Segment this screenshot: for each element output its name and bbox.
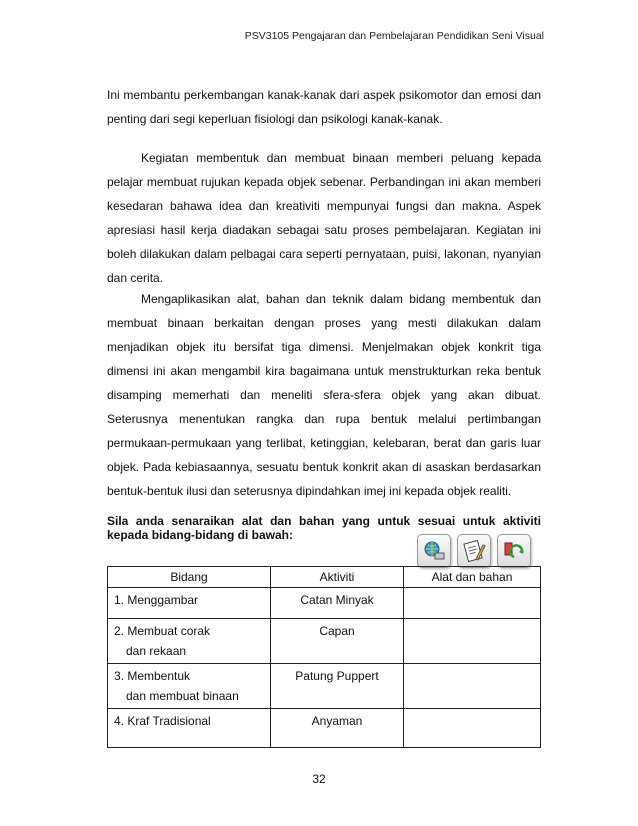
cell-alat-bahan[interactable] — [404, 664, 541, 709]
table-row — [108, 619, 541, 664]
header-aktiviti: Aktiviti — [271, 567, 404, 588]
activity-table — [107, 566, 541, 748]
paragraph-1-text: Ini membantu perkembangan kanak-kanak dari aspek psikomotor dan emosi dan penting dari segi keperluan fisiologi dan psikologi kanak-kanak. — [107, 88, 541, 126]
exercise-instruction: Sila anda senaraikan alat dan bahan yang untuk sesuai untuk aktiviti kepada bidang-bidang di bawah: — [107, 514, 541, 542]
cell-bidang: 1. Menggambar — [108, 588, 271, 619]
cell-bidang: 2. Membuat corak dan rekaan — [108, 619, 271, 664]
recycle-tools-icon — [497, 534, 531, 568]
cell-alat-bahan[interactable] — [404, 619, 541, 664]
cell-aktiviti: Capan — [271, 619, 404, 664]
paragraph-3-text: Mengaplikasikan alat, bahan dan teknik dalam bidang membentuk dan membuat binaan berkaitan dengan proses yang mesti dilakukan dalam menjadikan objek itu bersifat tiga dimensi. Menjelmakan objek konkrit tiga dimensi ini akan mengambil kira bagaimana untuk menstrukturkan reka bentuk disamping memerhati dan meneliti sfera-sfera objek yang akan dibuat. Seterusnya menentukan rangka dan rupa bentuk melalui pertimbangan permukaan-permukaan yang terlibat, ketinggian, kelebaran, berat dan garis luar objek. Pada kebiasaannya, sesuatu bentuk konkrit akan di asaskan berdasarkan bentuk-bentuk ilusi dan seterusnya dipindahkan imej ini kepada objek realiti. — [107, 292, 541, 498]
cell-bidang: 3. Membentuk dan membuat binaan — [108, 664, 271, 709]
header-alat-bahan: Alat dan bahan — [404, 567, 541, 588]
page-header: PSV3105 Pengajaran dan Pembelajaran Pendidikan Seni Visual — [244, 30, 544, 42]
page-number: 32 — [312, 772, 326, 786]
table-header-row — [108, 567, 541, 588]
table-row — [108, 588, 541, 619]
notepad-pencil-icon — [457, 534, 491, 568]
cell-bidang: 4. Kraf Tradisional — [108, 709, 271, 748]
header-bidang: Bidang — [108, 567, 271, 588]
table-row — [108, 709, 541, 748]
table-row — [108, 664, 541, 709]
paragraph-2 — [107, 146, 541, 290]
paragraph-2-text: Kegiatan membentuk dan membuat binaan memberi peluang kepada pelajar membuat rujukan kepada objek sebenar. Perbandingan ini akan memberi kesedaran bahawa idea dan kreativiti mempunyai fungsi dan makna. Aspek apresiasi hasil kerja diadakan sebagai satu proses pembelajaran. Kegiatan ini boleh dilakukan dalam pelbagai cara seperti pernyataan, puisi, lakonan, nyanyian dan cerita. — [107, 151, 541, 285]
globe-computer-icon — [417, 534, 451, 568]
cell-aktiviti: Patung Puppert — [271, 664, 404, 709]
icon-strip — [417, 534, 531, 568]
cell-aktiviti: Anyaman — [271, 709, 404, 748]
cell-alat-bahan[interactable] — [404, 709, 541, 748]
cell-aktiviti: Catan Minyak — [271, 588, 404, 619]
cell-alat-bahan[interactable] — [404, 588, 541, 619]
paragraph-3 — [107, 287, 541, 503]
paragraph-1 — [107, 83, 541, 131]
